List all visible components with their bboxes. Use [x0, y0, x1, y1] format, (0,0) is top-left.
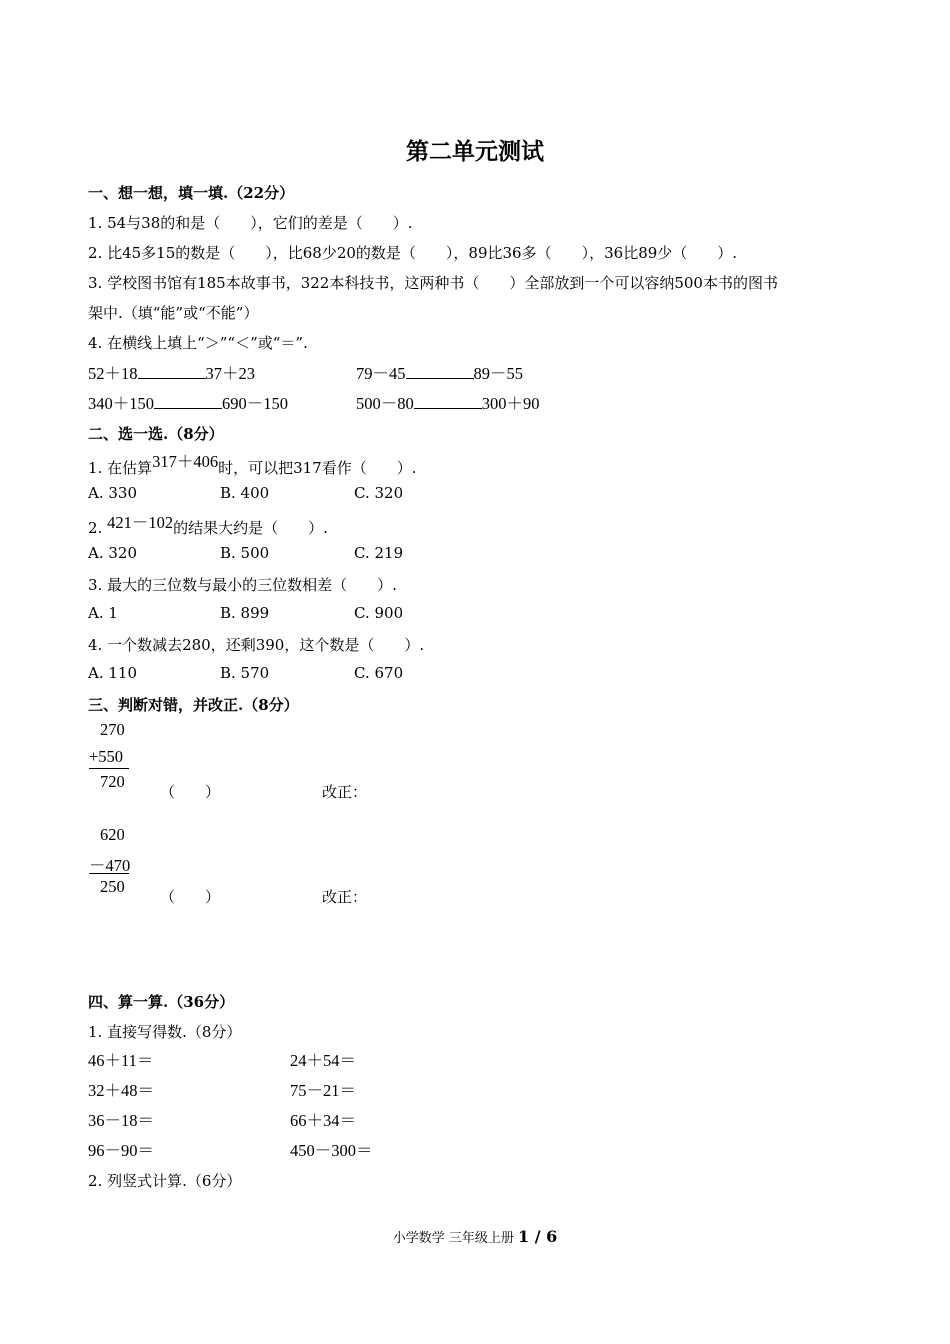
option-a[interactable]: A. 110	[88, 664, 137, 682]
direct-calc-item: 46＋11＝	[88, 1051, 154, 1070]
direct-calc-item: 36－18＝	[88, 1111, 154, 1130]
option-a[interactable]: A. 1	[88, 604, 118, 622]
direct-calc-item: 450－300＝	[290, 1141, 373, 1160]
option-a[interactable]: A. 320	[88, 544, 137, 562]
option-c[interactable]: C. 320	[354, 484, 404, 502]
compare-right: 37＋23	[205, 364, 255, 383]
vertical-divider	[89, 873, 129, 874]
vertical-operand: +550	[89, 747, 124, 766]
compare-left: 340＋150	[88, 394, 154, 413]
section-1-heading: 一、想一想，填一填.（22分）	[88, 184, 295, 202]
question-text: 1. 在估算	[88, 459, 153, 477]
option-b[interactable]: B. 899	[220, 604, 270, 622]
compare-right: 89－55	[473, 364, 523, 383]
correction-label: 改正：	[322, 888, 368, 906]
sec2-question-2	[88, 514, 328, 538]
page-number: 1 / 6	[518, 1227, 558, 1246]
sec2-question-1	[88, 454, 417, 478]
compare-item	[88, 360, 255, 384]
compare-left: 52＋18	[88, 364, 138, 383]
section-4-heading: 四、算一算.（36分）	[88, 993, 235, 1011]
vertical-divider	[89, 768, 129, 769]
compare-left: 500－80	[356, 394, 414, 413]
answer-blank[interactable]	[414, 394, 482, 409]
option-c[interactable]: C. 900	[354, 604, 404, 622]
sec1-question-1: 1. 54与38的和是（ ），它们的差是（ ）.	[88, 214, 413, 232]
option-c[interactable]: C. 219	[354, 544, 404, 562]
vertical-result: 720	[100, 772, 125, 791]
sec4-question-2: 2. 列竖式计算.（6分）	[88, 1172, 242, 1190]
direct-calc-item: 75－21＝	[290, 1081, 356, 1100]
question-text: 2.	[88, 519, 103, 537]
compare-left: 79－45	[356, 364, 406, 383]
option-b[interactable]: B. 570	[220, 664, 270, 682]
answer-blank[interactable]	[406, 364, 474, 379]
option-c[interactable]: C. 670	[354, 664, 404, 682]
sec4-question-1: 1. 直接写得数.（8分）	[88, 1023, 242, 1041]
compare-item	[88, 390, 288, 414]
vertical-operand: －470	[89, 856, 131, 875]
footer-text: 小学数学 三年级上册	[392, 1231, 514, 1246]
sec1-question-3-line-1: 3. 学校图书馆有185本故事书，322本科技书，这两种书（ ）全部放到一个可以容纳500本书的图书	[88, 274, 778, 292]
compare-right: 690－150	[222, 394, 288, 413]
direct-calc-item: 32＋48＝	[88, 1081, 154, 1100]
option-a[interactable]: A. 330	[88, 484, 137, 502]
answer-blank[interactable]	[154, 394, 222, 409]
sec2-question-4: 4. 一个数减去280，还剩390，这个数是（ ）.	[88, 636, 425, 654]
vertical-result: 250	[100, 877, 125, 896]
page-footer	[0, 1227, 950, 1246]
question-text: 时，可以把317看作（ ）.	[218, 459, 417, 477]
compare-item	[356, 390, 540, 414]
option-b[interactable]: B. 500	[220, 544, 270, 562]
sec1-question-4: 4. 在横线上填上“＞”“＜”或“＝”.	[88, 334, 308, 352]
sec1-question-2: 2. 比45多15的数是（ ），比68少20的数是（ ），89比36多（ ），36比89少（ ）.	[88, 244, 738, 262]
judgement-paren[interactable]: （ ）	[160, 888, 221, 906]
direct-calc-item: 66＋34＝	[290, 1111, 356, 1130]
sec1-question-3-line-2: 架中.（填“能”或“不能”）	[88, 304, 259, 322]
option-b[interactable]: B. 400	[220, 484, 270, 502]
section-3-heading: 三、判断对错，并改正.（8分）	[88, 696, 299, 714]
sec2-question-3: 3. 最大的三位数与最小的三位数相差（ ）.	[88, 576, 397, 594]
vertical-top-number: 270	[100, 720, 125, 739]
compare-item	[356, 360, 523, 384]
math-expression: 317＋406	[152, 452, 219, 471]
answer-blank[interactable]	[138, 364, 206, 379]
correction-label: 改正：	[322, 783, 368, 801]
vertical-top-number: 620	[100, 825, 125, 844]
section-2-heading: 二、选一选.（8分）	[88, 425, 224, 443]
math-expression: 421－102	[107, 513, 174, 532]
direct-calc-item: 24＋54＝	[290, 1051, 356, 1070]
direct-calc-item: 96－90＝	[88, 1141, 154, 1160]
question-text: 的结果大约是（ ）.	[173, 519, 328, 537]
page-title: 第二单元测试	[406, 138, 544, 165]
judgement-paren[interactable]: （ ）	[160, 783, 221, 801]
compare-right: 300＋90	[481, 394, 540, 413]
